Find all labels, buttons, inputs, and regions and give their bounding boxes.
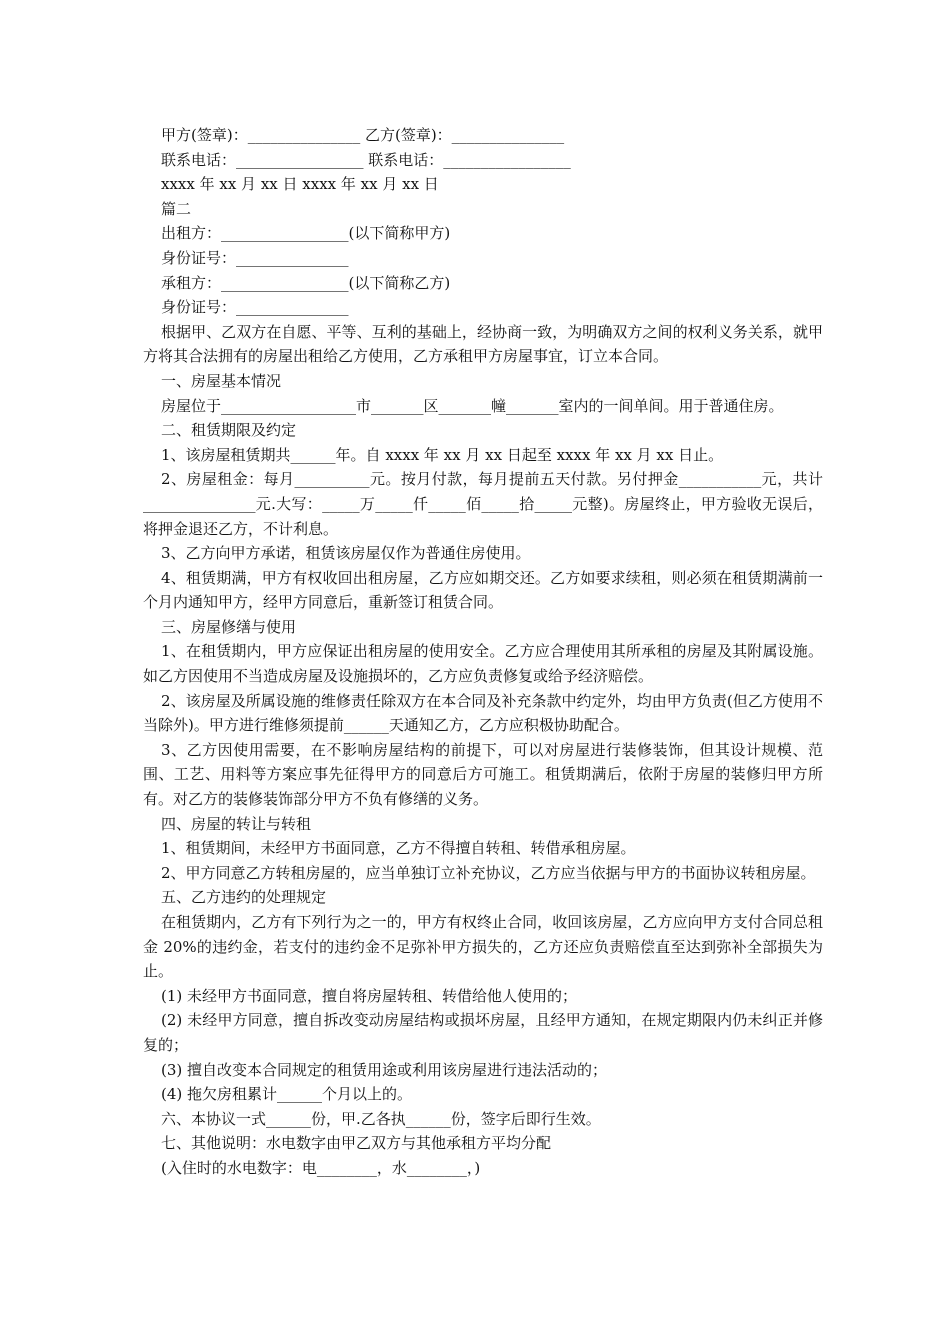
- paragraph: 在租赁期内，乙方有下列行为之一的，甲方有权终止合同，收回该房屋，乙方应向甲方支付合同总租金 20%的违约金，若支付的违约金不足弥补甲方损失的，乙方还应负责赔偿直至达到弥补全部损失为止。: [143, 913, 823, 981]
- paragraph: (3) 擅自改变本合同规定的租赁用途或利用该房屋进行违法活动的；: [161, 1060, 608, 1079]
- paragraph: (2) 未经甲方同意，擅自拆改变动房屋结构或损坏房屋，且经甲方通知，在规定期限内仍未纠正并修复的；: [143, 1011, 823, 1054]
- paragraph: (入住时的水电数字：电________，水________，): [161, 1158, 481, 1177]
- lessor-id-line: 身份证号：_______________: [161, 248, 349, 267]
- contract-body: [143, 320, 823, 1181]
- paragraph: 3、乙方向甲方承诺，租赁该房屋仅作为普通住房使用。: [161, 544, 531, 563]
- paragraph: 房屋位于__________________市_______区_______幢_______室内的一间单间。用于普通住房。: [161, 396, 784, 415]
- lessee-line: 承租方：_________________(以下简称乙方): [161, 273, 451, 292]
- paragraph: 2、甲方同意乙方转租房屋的，应当单独订立补充协议，乙方应当依据与甲方的书面协议转租房屋。: [161, 863, 816, 882]
- paragraph: 根据甲、乙双方在自愿、平等、互利的基础上，经协商一致，为明确双方之间的权利义务关系，就甲方将其合法拥有的房屋出租给乙方使用，乙方承租甲方房屋事宜，订立本合同。: [143, 322, 823, 366]
- paragraph: 五、乙方违约的处理规定: [161, 888, 327, 907]
- paragraph: 二、租赁期限及约定: [161, 421, 297, 440]
- lessee-id-line: 身份证号：_______________: [161, 298, 349, 317]
- lessor-line: 出租方：_________________(以下简称甲方): [161, 224, 451, 243]
- signature-line: 甲方(签章)：_______________ 乙方(签章)：_______________: [161, 126, 565, 144]
- paragraph: 一、房屋基本情况: [161, 371, 282, 390]
- date-line: xxxx 年 xx 月 xx 日 xxxx 年 xx 月 xx 日: [161, 175, 439, 194]
- paragraph: (4) 拖欠房租累计______个月以上的。: [161, 1085, 413, 1104]
- paragraph: 2、房屋租金：每月__________元。按月付款，每月提前五天付款。另付押金___________元，共计_______________元.大写：_____万_____仟_____佰_____拾_____元整)。房屋终止，甲方验收无误后，将押金退还乙方，不计利息。: [143, 470, 823, 538]
- paragraph: 六、本协议一式______份，甲.乙各执______份，签字后即行生效。: [161, 1109, 601, 1128]
- paragraph: 2、该房屋及所属设施的维修责任除双方在本合同及补充条款中约定外，均由甲方负责(但乙方使用不当除外)。甲方进行维修须提前______天通知乙方，乙方应积极协助配合。: [143, 691, 823, 735]
- paragraph: 三、房屋修缮与使用: [161, 617, 297, 636]
- paragraph: 3、乙方因使用需要，在不影响房屋结构的前提下，可以对房屋进行装修装饰，但其设计规模、范围、工艺、用料等方案应事先征得甲方的同意后方可施工。租赁期满后，依附于房屋的装修归甲方所有。对乙方的装修装饰部分甲方不负有修缮的义务。: [143, 740, 823, 809]
- paragraph: 1、租赁期间，未经甲方书面同意，乙方不得擅自转租、转借承租房屋。: [161, 839, 636, 858]
- paragraph: 4、租赁期满，甲方有权收回出租房屋，乙方应如期交还。乙方如要求续租，则必须在租赁期满前一个月内通知甲方，经甲方同意后，重新签订租赁合同。: [143, 568, 823, 612]
- paragraph: (1) 未经甲方书面同意，擅自将房屋转租、转借给他人使用的；: [161, 986, 578, 1005]
- paragraph: 四、房屋的转让与转租: [161, 814, 312, 833]
- section-title: 篇二: [161, 199, 192, 218]
- paragraph: 1、在租赁期内，甲方应保证出租房屋的使用安全。乙方应合理使用其所承租的房屋及其附属设施。如乙方因使用不当造成房屋及设施损坏的，乙方应负责修复或给予经济赔偿。: [143, 642, 823, 686]
- paragraph: 1、该房屋租赁期共______年。自 xxxx 年 xx 月 xx 日起至 xxxx 年 xx 月 xx 日止。: [161, 445, 724, 464]
- phone-line: 联系电话：_________________ 联系电话：_________________: [161, 150, 571, 169]
- contract-page: [143, 123, 823, 1181]
- paragraph: 七、其他说明：水电数字由甲乙双方与其他承租方平均分配: [161, 1134, 552, 1153]
